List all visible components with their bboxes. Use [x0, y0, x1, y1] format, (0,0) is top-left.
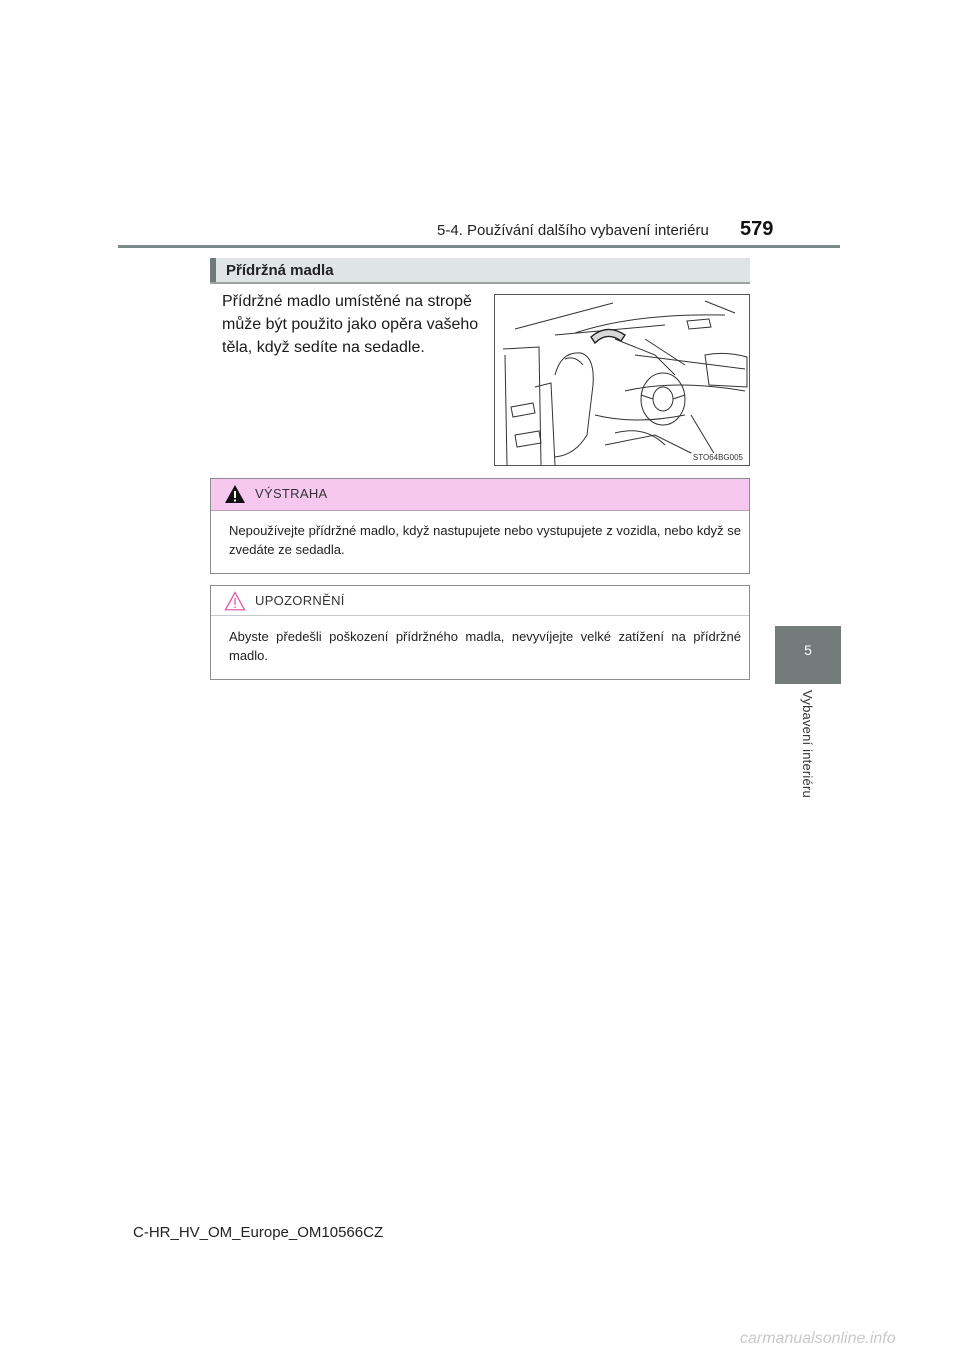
body-line: může být použito jako opěra vašeho: [222, 316, 479, 333]
warning-box: [210, 478, 750, 574]
chapter-number: 5: [804, 642, 812, 658]
body-line: Přídržné madlo umístěné na stropě: [222, 293, 472, 310]
caution-triangle-icon: [224, 591, 246, 611]
caution-label: UPOZORNĚNÍ: [255, 593, 345, 608]
section-body: [222, 290, 490, 359]
caution-text: Abyste předešli poškození přídržného madla, nevyvíjejte velké zatížení na přídržné madlo.: [229, 629, 741, 663]
watermark: carmanualsonline.info: [740, 1330, 896, 1347]
warning-text: Nepoužívejte přídržné madlo, když nastupujete nebo vystupujete z vozidla, nebo když se zvedáte ze sedadla.: [229, 523, 741, 557]
warning-label: VÝSTRAHA: [255, 486, 328, 501]
page-number: 579: [740, 218, 774, 240]
header-rule: [118, 245, 840, 248]
figure-code: STO64BG005: [692, 453, 743, 462]
warning-triangle-icon: [224, 484, 246, 504]
header-section-title: 5-4. Používání dalšího vybavení interiéru: [437, 222, 709, 239]
car-interior-drawing: [495, 295, 750, 466]
section-header-bar: [210, 258, 216, 282]
chapter-tab: [775, 626, 841, 684]
chapter-title-vertical: Vybavení interiéru: [800, 690, 815, 798]
section-header: [210, 258, 750, 284]
caution-header: [211, 586, 749, 616]
section-title: Přídržná madla: [226, 262, 334, 279]
warning-header: [211, 479, 749, 511]
interior-illustration: [494, 294, 750, 466]
footer-document-code: C-HR_HV_OM_Europe_OM10566CZ: [133, 1224, 384, 1241]
caution-box: [210, 585, 750, 680]
body-line: těla, když sedíte na sedadle.: [222, 339, 425, 356]
